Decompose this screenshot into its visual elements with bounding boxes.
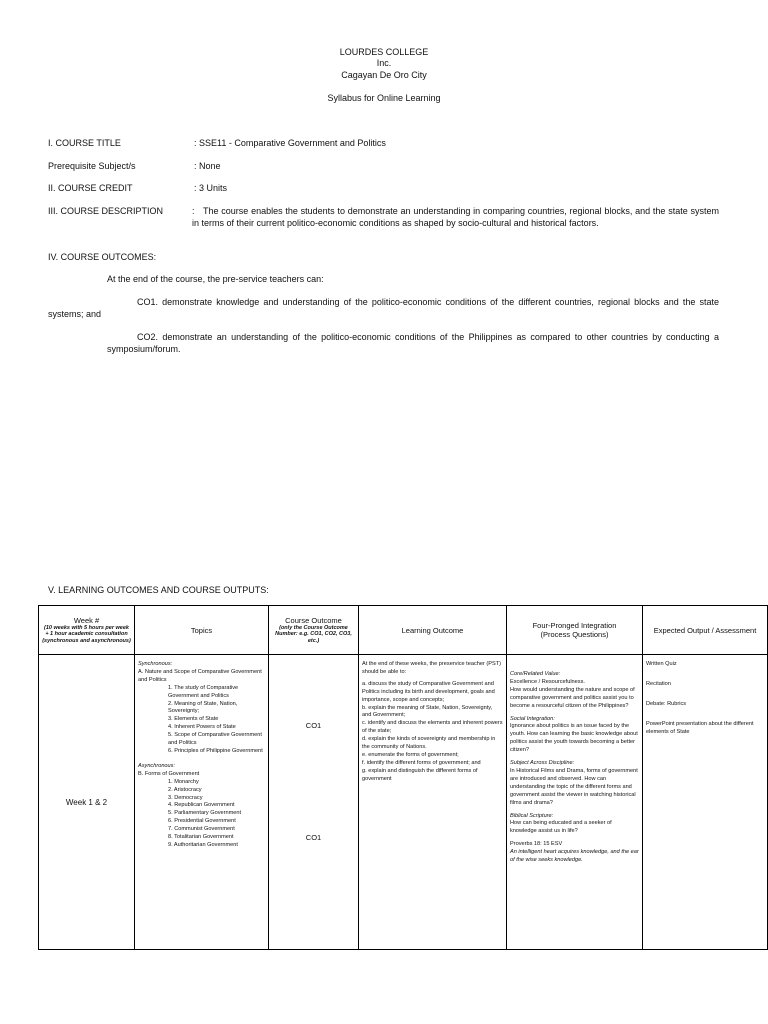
learning-outcome-cell [359,655,507,950]
school-city: Cagayan De Oro City [341,70,427,80]
topic-a-item: 1. The study of Comparative Government and Politics [168,684,239,699]
topic-a-item: 6. Principles of Philippine Government [168,747,263,754]
learning-outcomes-table [38,605,768,950]
topic-b-item: 1. Monarchy [168,778,199,785]
course-outcomes-intro: At the end of the course, the pre-service teachers can: [107,274,324,284]
course-credit-label: II. COURSE CREDIT [48,183,133,193]
col-header-week-label: Week # [73,615,100,625]
synchronous-label: Synchronous: [138,661,173,667]
learning-outcome-item: e. enumerate the forms of government; [362,751,459,758]
course-outcomes-heading: IV. COURSE OUTCOMES: [48,252,157,262]
course-description-text: The course enables the students to demonstrate an understanding in comparing countries, regional blocks, and the state system in terms of their current politico-economic conditions as shaped by socio-cultural and historical factors. [192,206,719,228]
social-integration-question: Ignorance about politics is an issue faced by the youth. How can learning the basic knowledge about politics assist the youth towards becoming a better citizen? [510,723,638,754]
output-item: Written Quiz [646,661,677,667]
subject-discipline-question: In Historical Films and Drama, forms of government are introduced and observed. How can understanding the topic of the different forms and government assist the viewer in watching historical films and drama? [510,767,638,806]
core-value-text: Excellence / Resourcefulness. [510,678,585,685]
output-item: PowerPoint presentation about the different elements of State [646,720,754,735]
core-value-label: Core/Related Value: [510,671,561,677]
learning-outcome-item: d. explain the kinds of sovereignty and membership in the community of Nations. [362,736,496,751]
topics-cell [135,655,269,950]
topic-b-item: 9. Authoritarian Government [168,841,238,848]
col-header-week-note: (10 weeks with 5 hours per week + 1 hour academic consultation (synchronous and asynchronous) [42,624,131,644]
col-header-four-pronged [507,606,643,655]
course-title-value: : SSE11 - Comparative Government and Politics [194,138,386,148]
course-outcome-co2: CO2. demonstrate an understanding of the politico-economic conditions of the Philippines as compared to other countries by conducting a symposium/forum. [107,332,719,354]
topic-a-heading: A. Nature and Scope of Comparative Government and Politics [138,668,262,683]
table-row [39,655,768,950]
school-name: LOURDES COLLEGE [339,47,429,57]
core-value-question: How would understanding the nature and scope of comparative government and politics assist you to become a resourceful citizen of the Philippines? [510,686,635,709]
course-title-label: I. COURSE TITLE [48,138,121,148]
biblical-scripture-label: Biblical Scripture: [510,812,554,819]
course-outcome-cell [269,655,359,950]
col-header-course-outcome [269,606,359,655]
col-header-week [39,606,135,655]
course-credit-value: : 3 Units [194,183,228,193]
expected-output-cell [643,655,768,950]
output-item: Recitation [646,680,671,687]
course-description-colon: : [192,206,195,216]
topic-b-item: 4. Republican Government [168,802,235,809]
col-header-expected-output: Expected Output / Assessment [643,606,768,655]
topic-b-item: 2. Aristocracy [168,786,202,793]
topic-a-item: 3. Elements of State [168,716,219,723]
week-cell: Week 1 & 2 [39,655,135,950]
document-title: Syllabus for Online Learning [327,93,441,103]
col-header-topics: Topics [135,606,269,655]
col-header-four-pronged-sub: (Process Questions) [540,630,609,639]
course-outcome-a: CO1 [305,721,322,730]
col-header-course-outcome-note: (only the Course Outcome Number: e.g. CO1, CO2, CO3, etc.) [275,624,352,644]
topic-a-item: 4. Inherent Powers of State [168,724,236,731]
asynchronous-label: Asynchronous: [138,762,176,769]
topic-b-item: 3. Democracy [168,794,203,801]
topic-b-heading: B. Forms of Government [138,770,200,777]
topic-b-item: 8. Totalitarian Government [168,834,234,841]
prerequisite-label: Prerequisite Subject/s [48,161,136,171]
subject-discipline-label: Subject Across Discipline: [510,760,575,767]
learning-outcome-item: g. explain and distinguish the different forms of government [362,767,478,782]
topic-b-item: 5. Parliamentary Government [168,810,242,817]
school-inc: Inc. [376,58,392,68]
verse-text: An intelligent heart acquires knowledge, and the ear of the wise seeks knowledge. [510,849,639,864]
col-header-learning-outcome: Learning Outcome [359,606,507,655]
prerequisite-value: : None [194,161,221,171]
topic-b-item: 6. Presidential Government [168,818,236,825]
biblical-scripture-question: How can being educated and a seeker of knowledge assist us in life? [510,820,612,835]
table-header-row [39,606,768,655]
verse-reference: Proverbs 18: 15 ESV [510,841,563,848]
topic-b-item: 7. Communist Government [168,826,235,833]
learning-outcome-item: c. identify and discuss the elements and inherent powers of the state; [362,720,503,735]
col-header-course-outcome-label: Course Outcome [285,615,342,625]
learning-outcome-item: f. identify the different forms of government; and [362,759,481,766]
course-outcome-co1: CO1. demonstrate knowledge and understanding of the politico-economic conditions of the different countries, regional blocks and the state systems; and [48,297,719,319]
col-header-four-pronged-label: Four-Pronged Integration [532,621,617,630]
learning-outcomes-heading: V. LEARNING OUTCOMES AND COURSE OUTPUTS: [48,585,269,595]
learning-outcome-item: b. explain the meaning of State, Nation, Sovereignty, and Government; [362,704,493,719]
course-description-label: III. COURSE DESCRIPTION [48,206,164,216]
topic-a-item: 5. Scope of Comparative Government and Politics [168,732,262,747]
output-item: Debate: Rubrics [646,700,687,707]
topic-a-item: 2. Meaning of State, Nation, Sovereignty; [168,700,238,715]
learning-outcome-item: a. discuss the study of Comparative Government and Politics including its birth and development, goals and importance, scope and concepts; [362,680,495,703]
social-integration-label: Social Integration: [510,715,555,722]
learning-outcome-intro: At the end of these weeks, the preservice teacher (PST) should be able to: [362,661,501,675]
course-outcome-b: CO1 [305,833,322,842]
four-pronged-cell [507,655,643,950]
